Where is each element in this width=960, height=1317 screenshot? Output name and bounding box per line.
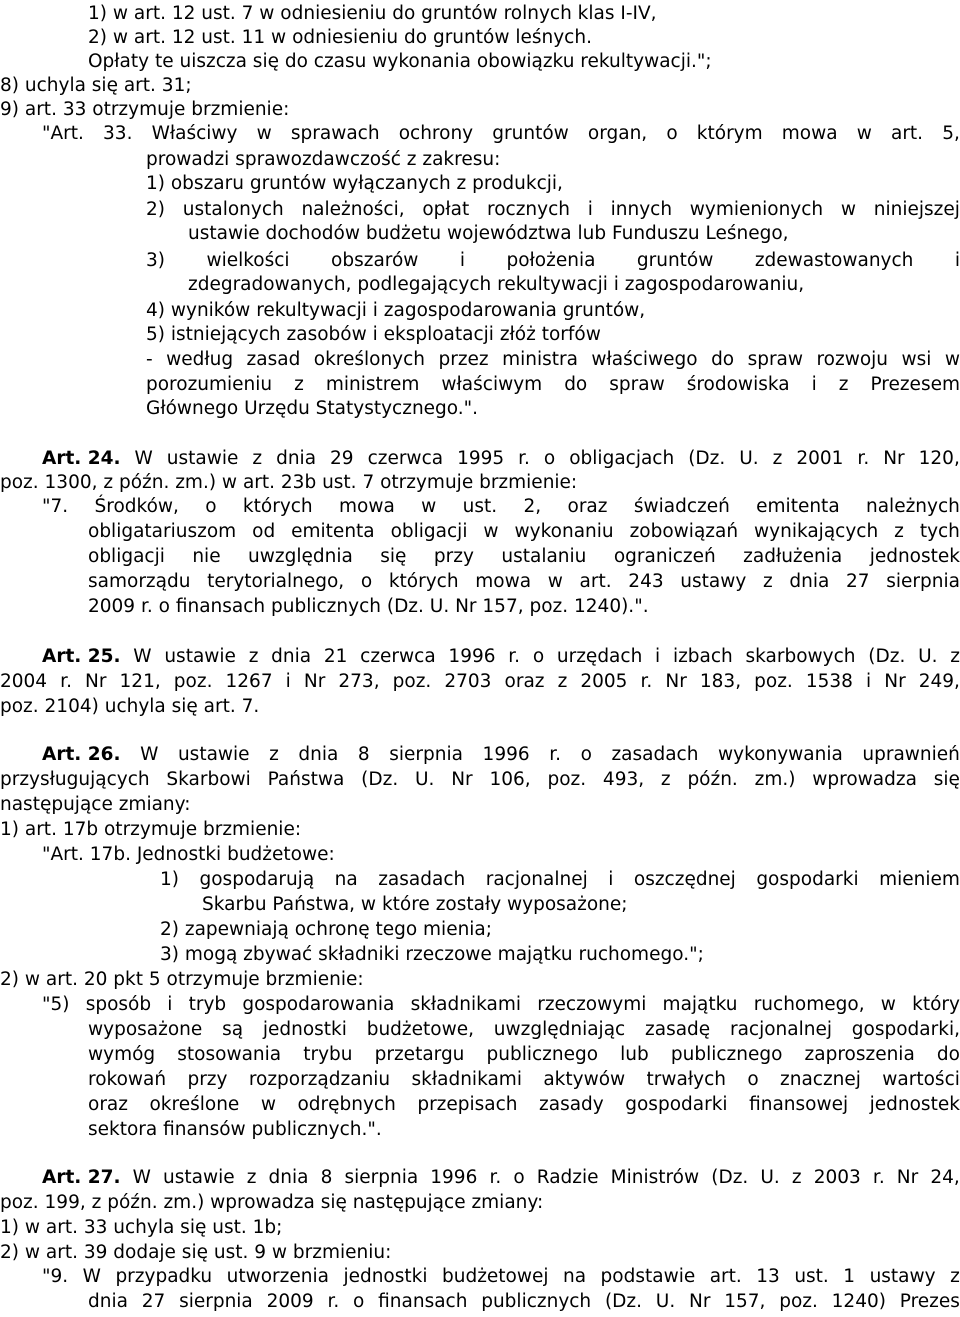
text-line: 1) gospodarują na zasadach racjonalnej i oszczędnej gospodarki mieniem: [160, 869, 960, 890]
text-line: sektora finansów publicznych.".: [88, 1119, 382, 1140]
text-line: 1) w art. 12 ust. 7 w odniesieniu do gruntów rolnych klas I-IV,: [88, 3, 657, 24]
text-line: 9) art. 33 otrzymuje brzmienie:: [0, 99, 290, 120]
article-label: Art. 26.: [42, 744, 121, 765]
text-line: 2) zapewniają ochronę tego mienia;: [160, 919, 493, 940]
text-line: rokowań przy rozporządzaniu składnikami aktywów trwałych o znacznej wartości: [88, 1069, 960, 1090]
text-line: oraz określone w odrębnych przepisach zasady gospodarki finansowej jednostek: [88, 1094, 960, 1115]
article-label: Art. 25.: [42, 646, 121, 667]
text-line: prowadzi sprawozdawczość z zakresu:: [146, 149, 501, 170]
text-line: Opłaty te uiszcza się do czasu wykonania obowiązku rekultywacji.";: [88, 51, 712, 72]
text-line: 4) wyników rekultywacji i zagospodarowania gruntów,: [146, 300, 646, 321]
text-line: 1) w art. 33 uchyla się ust. 1b;: [0, 1217, 283, 1238]
text-line: 2) ustalonych należności, opłat rocznych i innych wymienionych w niniejszej: [146, 199, 960, 220]
text-line: "5) sposób i tryb gospodarowania składnikami rzeczowymi majątku ruchomego, w który: [42, 994, 960, 1015]
text-line: 2) w art. 12 ust. 11 w odniesieniu do gruntów leśnych.: [88, 27, 592, 48]
text-line: obligacji nie uwzględnia się przy ustalaniu ograniczeń zadłużenia jednostek: [88, 546, 960, 567]
text-line: "7. Środków, o których mowa w ust. 2, oraz świadczeń emitenta należnych: [42, 496, 960, 517]
article-heading-line: Art. 25. W ustawie z dnia 21 czerwca 1996 r. o urzędach i izbach skarbowych (Dz. U. z: [42, 646, 960, 667]
text-line: 2) w art. 39 dodaje się ust. 9 w brzmieniu:: [0, 1242, 392, 1263]
text-line: 2009 r. o finansach publicznych (Dz. U. Nr 157, poz. 1240).".: [88, 596, 649, 617]
text-line: ustawie dochodów budżetu województwa lub Funduszu Leśnego,: [188, 223, 789, 244]
article-heading-line: Art. 24. W ustawie z dnia 29 czerwca 1995 r. o obligacjach (Dz. U. z 2001 r. Nr 120,: [42, 448, 960, 469]
text-line: dnia 27 sierpnia 2009 r. o finansach publicznych (Dz. U. Nr 157, poz. 1240) Prezes: [88, 1291, 960, 1312]
text-line: następujące zmiany:: [0, 794, 191, 815]
text-line: 5) istniejących zasobów i eksploatacji złóż torfów: [146, 324, 601, 345]
text-line: 2) w art. 20 pkt 5 otrzymuje brzmienie:: [0, 969, 364, 990]
text-line: wyposażone są jednostki budżetowe, uwzględniając zasadę racjonalnej gospodarki,: [88, 1019, 960, 1040]
text-line: - według zasad określonych przez ministra właściwego do spraw rozwoju wsi w: [146, 349, 960, 370]
text-line: poz. 1300, z późn. zm.) w art. 23b ust. 7 otrzymuje brzmienie:: [0, 472, 578, 493]
text-line: Głównego Urzędu Statystycznego.".: [146, 398, 479, 419]
text-line: poz. 2104) uchyla się art. 7.: [0, 696, 260, 717]
text-line: samorządu terytorialnego, o których mowa w art. 243 ustawy z dnia 27 sierpnia: [88, 571, 960, 592]
article-heading-line: Art. 27. W ustawie z dnia 8 sierpnia 1996 r. o Radzie Ministrów (Dz. U. z 2003 r. Nr 24,: [42, 1167, 960, 1188]
text-line: zdegradowanych, podlegających rekultywacji i zagospodarowaniu,: [188, 274, 805, 295]
text-line: "Art. 17b. Jednostki budżetowe:: [42, 844, 335, 865]
text-line: obligatariuszom od emitenta obligacji w wykonaniu zobowiązań wynikających z tych: [88, 521, 960, 542]
text-line: "9. W przypadku utworzenia jednostki budżetowej na podstawie art. 13 ust. 1 ustawy z: [42, 1266, 960, 1287]
article-heading-line: Art. 26. W ustawie z dnia 8 sierpnia 1996 r. o zasadach wykonywania uprawnień: [42, 744, 960, 765]
text-line: poz. 199, z późn. zm.) wprowadza się następujące zmiany:: [0, 1192, 544, 1213]
article-label: Art. 24.: [42, 448, 121, 469]
text-line: wymóg stosowania trybu przetargu publicznego lub publicznego zaproszenia do: [88, 1044, 960, 1065]
text-line: porozumieniu z ministrem właściwym do spraw środowiska i z Prezesem: [146, 374, 960, 395]
text-line: 2004 r. Nr 121, poz. 1267 i Nr 273, poz. 2703 oraz z 2005 r. Nr 183, poz. 1538 i Nr 249,: [0, 671, 960, 692]
text-line: 3) mogą zbywać składniki rzeczowe majątku ruchomego.";: [160, 944, 704, 965]
text-line: 1) art. 17b otrzymuje brzmienie:: [0, 819, 302, 840]
text-line: Skarbu Państwa, w które zostały wyposażone;: [202, 894, 628, 915]
text-line: 3) wielkości obszarów i położenia gruntów zdewastowanych i: [146, 250, 960, 271]
text-line: 1) obszaru gruntów wyłączanych z produkcji,: [146, 173, 563, 194]
text-line: 8) uchyla się art. 31;: [0, 75, 192, 96]
text-line: "Art. 33. Właściwy w sprawach ochrony gruntów organ, o którym mowa w art. 5,: [42, 123, 960, 144]
article-label: Art. 27.: [42, 1167, 121, 1188]
text-line: przysługujących Skarbowi Państwa (Dz. U. Nr 106, poz. 493, z późn. zm.) wprowadza się: [0, 769, 960, 790]
